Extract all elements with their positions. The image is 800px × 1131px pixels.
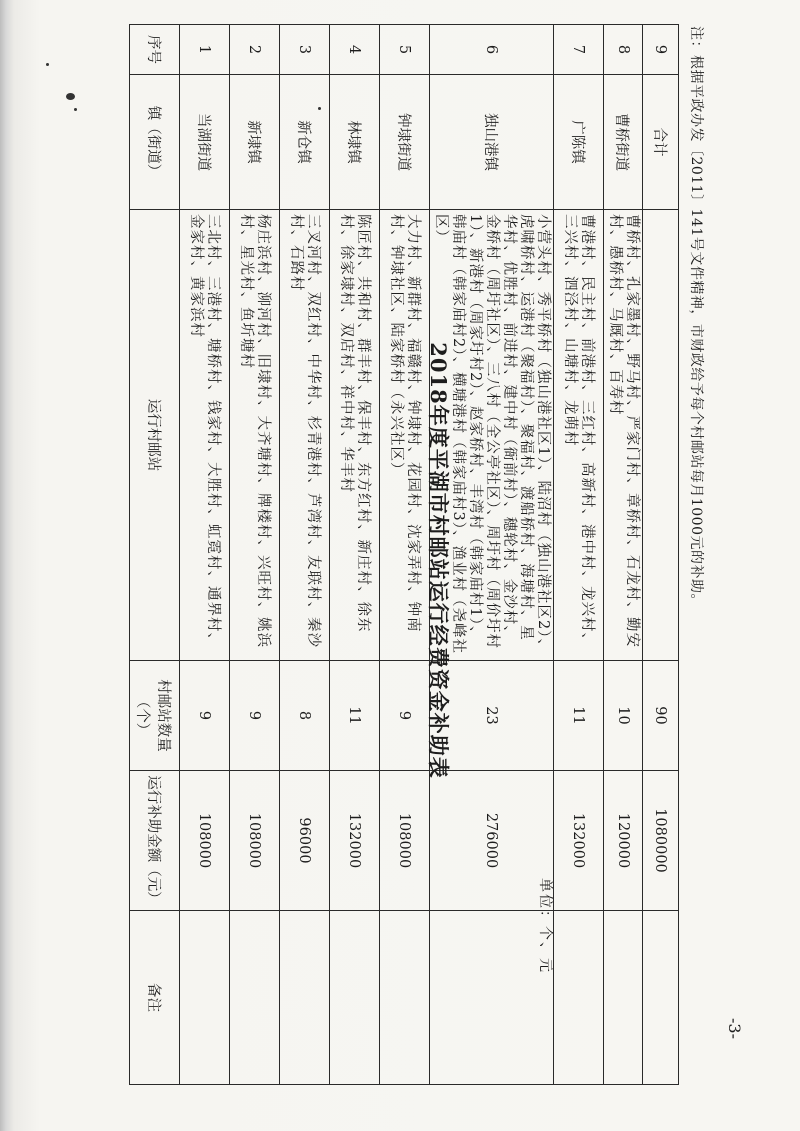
cell-no: 8 — [604, 25, 643, 75]
cell-remark — [380, 911, 430, 1085]
cell-town: 广陈镇 — [554, 75, 604, 210]
cell-town: 新仓镇 — [280, 75, 330, 210]
header-villages: 运行村邮站 — [130, 210, 180, 661]
cell-remark — [554, 911, 604, 1085]
cell-no: 7 — [554, 25, 604, 75]
cell-town: 新埭镇 — [230, 75, 280, 210]
cell-amount: 132000 — [330, 771, 380, 911]
cell-town: 当湖街道 — [180, 75, 230, 210]
footnote: 注：根据平政办发〔2011〕141号文件精神，市财政给予每个村邮站每月1000元的补助。 — [688, 26, 704, 608]
cell-count: 11 — [330, 661, 380, 771]
cell-villages: 曹港村、民主村、前港村、三红村、高新村、港中村、龙兴村、三兴村、泗泾村、山塘村、龙萌村 — [554, 210, 604, 661]
cell-remark — [180, 911, 230, 1085]
cell-amount: 120000 — [604, 771, 643, 911]
table-row — [330, 25, 380, 1085]
cell-remark — [330, 911, 380, 1085]
header-no: 序号 — [130, 25, 180, 75]
cell-villages: 陈匠村、共和村、群丰村、保丰村、东方红村、新庄村、徐东村、徐家埭村、双店村、祥中村、华丰村 — [330, 210, 380, 661]
cell-no: 3 — [280, 25, 330, 75]
cell-no: 5 — [380, 25, 430, 75]
rotated-document — [134, 18, 744, 1103]
cell-amount: 108000 — [230, 771, 280, 911]
table-row — [180, 25, 230, 1085]
cell-amount: 108000 — [380, 771, 430, 911]
cell-count: 9 — [230, 661, 280, 771]
cell-amount: 96000 — [280, 771, 330, 911]
table-row — [643, 25, 679, 1085]
cell-no: 6 — [430, 25, 554, 75]
scan-speck — [74, 108, 77, 111]
page-number: -3- — [725, 1018, 744, 1039]
cell-amount: 108000 — [180, 771, 230, 911]
cell-amount: 276000 — [430, 771, 554, 911]
cell-no: 4 — [330, 25, 380, 75]
unit-label: 单位：个、元 — [537, 878, 553, 974]
cell-count: 8 — [280, 661, 330, 771]
cell-no: 2 — [230, 25, 280, 75]
table-header-row — [130, 25, 180, 1085]
scan-speck — [46, 63, 49, 66]
cell-count: 9 — [180, 661, 230, 771]
document-title: 2018年度平湖市村邮站运行经费资金补助表 — [426, 342, 451, 779]
cell-amount: 132000 — [554, 771, 604, 911]
cell-villages: 曹桥村、孔家墨村、野马村、严家门村、章桥村、石龙村、勤安村、愚桥村、马厩村、百寿村 — [604, 210, 643, 661]
cell-town: 林埭镇 — [330, 75, 380, 210]
cell-remark — [643, 911, 679, 1085]
header-town: 镇（街道） — [130, 75, 180, 210]
cell-count: 90 — [643, 661, 679, 771]
cell-villages: 大力村、新群村、福赣村、钟埭村、花园村、沈家弄村、钟南村、钟埭社区、陆家桥村（永兴社区） — [380, 210, 430, 661]
cell-remark — [604, 911, 643, 1085]
table-row — [604, 25, 643, 1085]
cell-amount: 1080000 — [643, 771, 679, 911]
header-remark: 备注 — [130, 911, 180, 1085]
table-row — [280, 25, 330, 1085]
cell-villages: 三北村、三港村、塘桥村、钱家村、大胜村、虹霓村、通界村、金家村、黄家浜村 — [180, 210, 230, 661]
cell-count: 9 — [380, 661, 430, 771]
table-row — [230, 25, 280, 1085]
cell-villages: 三叉河村、双红村、中华村、杉青港村、芦湾村、友联村、秦沙村、石路村 — [280, 210, 330, 661]
cell-villages — [643, 210, 679, 661]
cell-no: 9 — [643, 25, 679, 75]
cell-town: 曹桥街道 — [604, 75, 643, 210]
cell-villages: 小营头村、秀平桥村（独山港社区1）、陆沼村（独山港社区2）、虎啸桥村、运港村（聚福村）、聚福村、渡船桥村、海塘村、星华村、优胜村、前进村、建中村（衙前村）、穗轮村、金沙村、金桥村（周圩社区）、三八村（全公亭社区）、周圩村（周价圩村1）、新港村（周家圩村2）、赵家桥村、丰湾村（韩家庙村1）、韩庙村（韩家庙村2）、横塘港村（韩家庙村3）、渔业村（尧峰社区） — [430, 210, 554, 661]
cell-count: 23 — [430, 661, 554, 771]
cell-town: 独山港镇 — [430, 75, 554, 210]
cell-villages: 杨庄浜村、泖河村、旧埭村、大齐塘村、牌楼村、兴旺村、姚浜村、星光村、鱼圻塘村 — [230, 210, 280, 661]
header-amount: 运行补助金额（元） — [130, 771, 180, 911]
cell-town: 钟埭街道 — [380, 75, 430, 210]
cell-no: 1 — [180, 25, 230, 75]
table-row — [554, 25, 604, 1085]
header-count: 村邮站数量（个） — [130, 661, 180, 771]
cell-remark — [280, 911, 330, 1085]
cell-remark — [230, 911, 280, 1085]
scan-speck — [66, 93, 75, 100]
subsidy-table — [129, 24, 679, 1085]
table-row — [380, 25, 430, 1085]
cell-count: 11 — [554, 661, 604, 771]
cell-town: 合计 — [643, 75, 679, 210]
cell-count: 10 — [604, 661, 643, 771]
